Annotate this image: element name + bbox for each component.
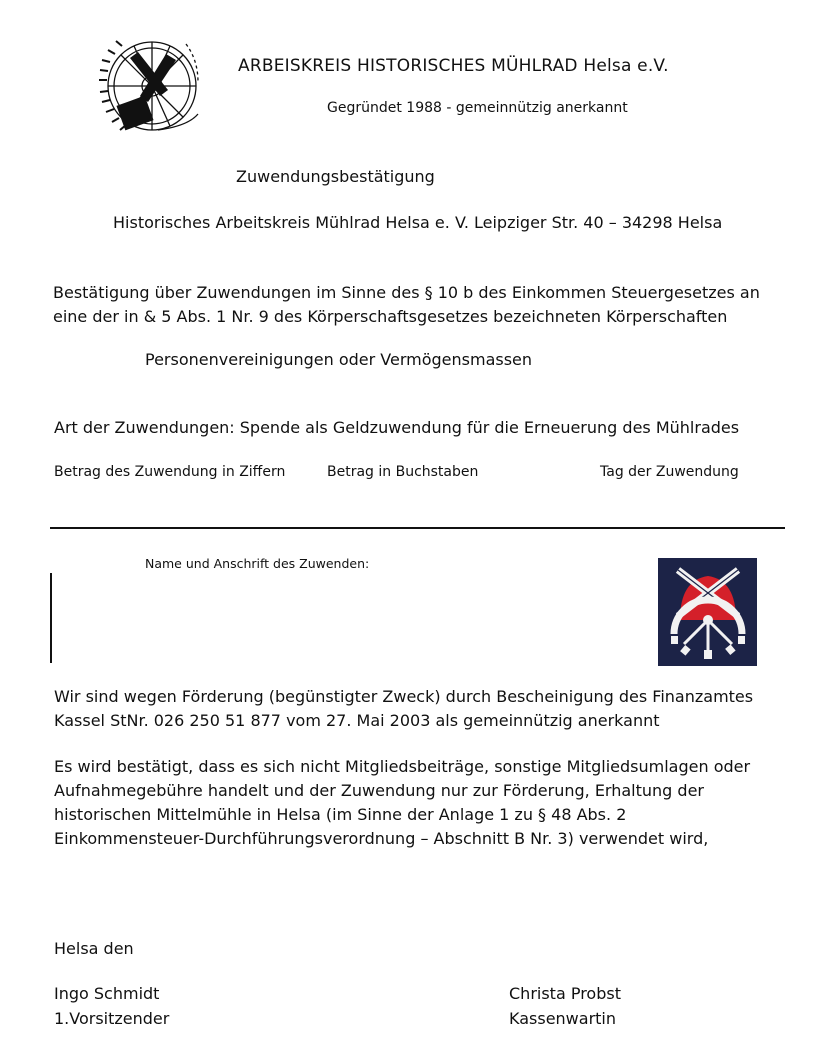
windmill-cogwheel-emblem-icon: [658, 558, 757, 666]
tax-exemption-paragraph: [54, 685, 753, 733]
paragraph-line: historischen Mittelmühle in Helsa (im Sinne der Anlage 1 zu § 48 Abs. 2: [54, 805, 627, 824]
signatory-right-name: Christa Probst: [509, 984, 621, 1003]
organization-address: Historisches Arbeitskreis Mühlrad Helsa e. V. Leipziger Str. 40 – 34298 Helsa: [113, 213, 723, 232]
confirmation-paragraph: [54, 755, 750, 851]
donation-date-label: Tag der Zuwendung: [600, 464, 739, 480]
donation-type: Art der Zuwendungen: Spende als Geldzuwendung für die Erneuerung des Mühlrades: [54, 418, 740, 437]
signatory-left-name: Ingo Schmidt: [54, 984, 160, 1003]
paragraph-line: Kassel StNr. 026 250 51 877 vom 27. Mai 2003 als gemeinnützig anerkannt: [54, 711, 660, 730]
organization-name: ARBEISKREIS HISTORISCHES MÜHLRAD Helsa e.V.: [238, 56, 669, 76]
document-title: Zuwendungsbestätigung: [236, 167, 435, 186]
signatory-right-role: Kassenwartin: [509, 1009, 616, 1028]
legal-statement-sub: Personenvereinigungen oder Vermögensmassen: [145, 350, 533, 369]
legal-statement-line: Bestätigung über Zuwendungen im Sinne des § 10 b des Einkommen Steuergesetzes an: [53, 283, 760, 302]
legal-statement: [53, 281, 760, 329]
text-cursor-bar: [50, 573, 52, 663]
legal-statement-line: eine der in & 5 Abs. 1 Nr. 9 des Körperschaftsgesetzes bezeichneten Körperschaften: [53, 307, 728, 326]
divider: [50, 527, 785, 529]
paragraph-line: Wir sind wegen Förderung (begünstigter Zweck) durch Bescheinigung des Finanzamtes: [54, 687, 754, 706]
paragraph-line: Es wird bestätigt, dass es sich nicht Mitgliedsbeiträge, sonstige Mitgliedsumlagen oder: [54, 757, 751, 776]
donor-name-label: Name und Anschrift des Zuwenden:: [145, 556, 370, 571]
paragraph-line: Einkommensteuer-Durchführungsverordnung – Abschnitt B Nr. 3) verwendet wird,: [54, 829, 709, 848]
amount-words-label: Betrag in Buchstaben: [327, 464, 479, 480]
paragraph-line: Aufnahmegebühre handelt und der Zuwendung nur zur Förderung, Erhaltung der: [54, 781, 704, 800]
place-date-line: Helsa den: [54, 939, 134, 958]
amount-digits-label: Betrag des Zuwendung in Ziffern: [54, 464, 286, 480]
founded-note: Gegründet 1988 - gemeinnützig anerkannt: [327, 100, 628, 116]
signatory-left-role: 1.Vorsitzender: [54, 1009, 170, 1028]
mill-wheel-sketch-icon: [98, 30, 202, 138]
